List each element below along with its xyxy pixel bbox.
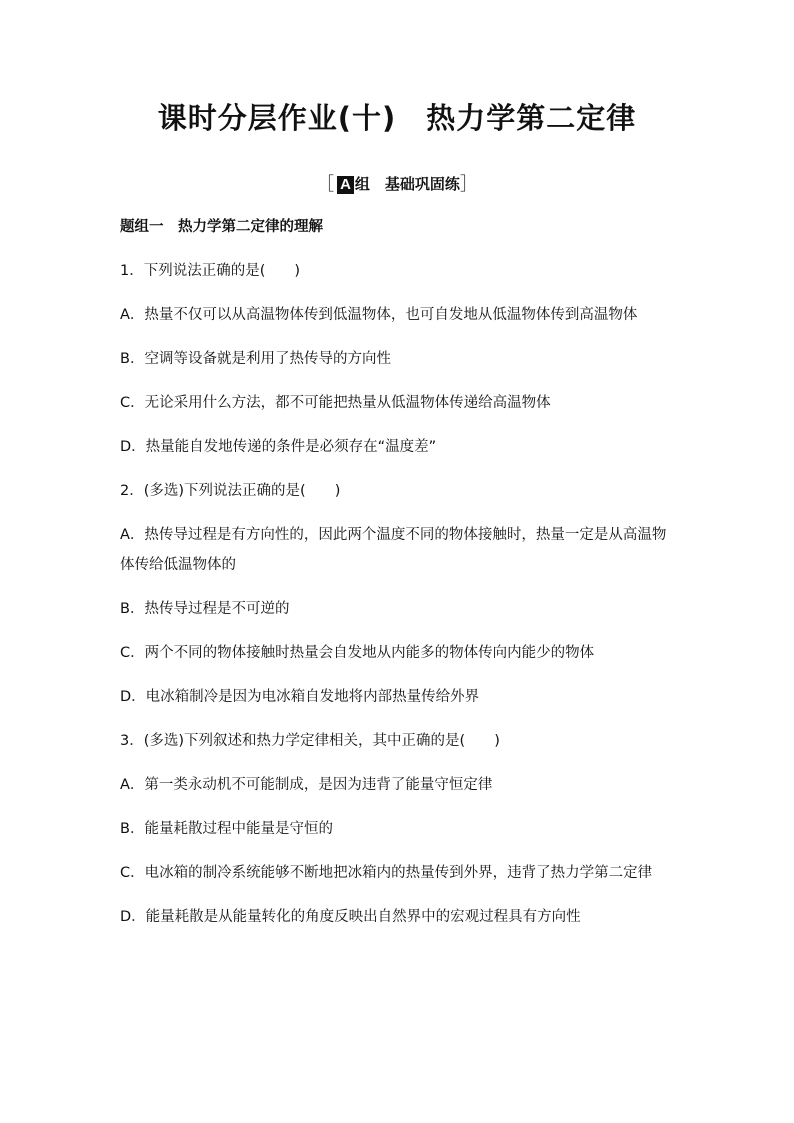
question-2-option-c: C．两个不同的物体接触时热量会自发地从内能多的物体传向内能少的物体 — [120, 645, 595, 661]
exercise-content — [120, 212, 680, 946]
question-3-stem: 3．(多选)下列叙述和热力学定律相关，其中正确的是( ) — [120, 733, 500, 749]
question-3-option-c: C．电冰箱的制冷系统能够不断地把冰箱内的热量传到外界，违背了热力学第二定律 — [120, 865, 653, 881]
question-1-option-a: A．热量不仅可以从高温物体传到低温物体，也可自发地从低温物体传到高温物体 — [120, 307, 638, 323]
question-1-option-c: C．无论采用什么方法，都不可能把热量从低温物体传递给高温物体 — [120, 395, 551, 411]
question-1-option-b: B．空调等设备就是利用了热传导的方向性 — [120, 351, 391, 367]
question-3-option-b: B．能量耗散过程中能量是守恒的 — [120, 821, 333, 837]
section-heading: 题组一 热力学第二定律的理解 — [120, 219, 323, 235]
page-title: 课时分层作业(十) 热力学第二定律 — [157, 101, 637, 135]
question-3-option-d: D．能量耗散是从能量转化的角度反映出自然界中的宏观过程具有方向性 — [120, 909, 581, 925]
question-2-option-b: B．热传导过程是不可逆的 — [120, 601, 290, 617]
group-label — [0, 170, 794, 196]
question-1-option-d: D．热量能自发地传递的条件是必须存在“温度差” — [120, 439, 437, 455]
question-3-option-a: A．第一类永动机不可能制成，是因为违背了能量守恒定律 — [120, 777, 493, 793]
question-2-option-d: D．电冰箱制冷是因为电冰箱自发地将内部热量传给外界 — [120, 689, 480, 705]
group-label-text: 组 基础巩固练 — [354, 175, 460, 193]
question-1-stem: 1．下列说法正确的是( ) — [120, 263, 301, 279]
group-bracket-close: ］ — [459, 174, 478, 195]
group-letter-badge: A — [337, 176, 354, 194]
question-2-option-a: A．热传导过程是有方向性的，因此两个温度不同的物体接触时，热量一定是从高温物体传给低温物体的 — [120, 527, 667, 573]
question-2-stem: 2．(多选)下列说法正确的是( ) — [120, 483, 341, 499]
group-bracket-open: ［ — [316, 174, 335, 195]
